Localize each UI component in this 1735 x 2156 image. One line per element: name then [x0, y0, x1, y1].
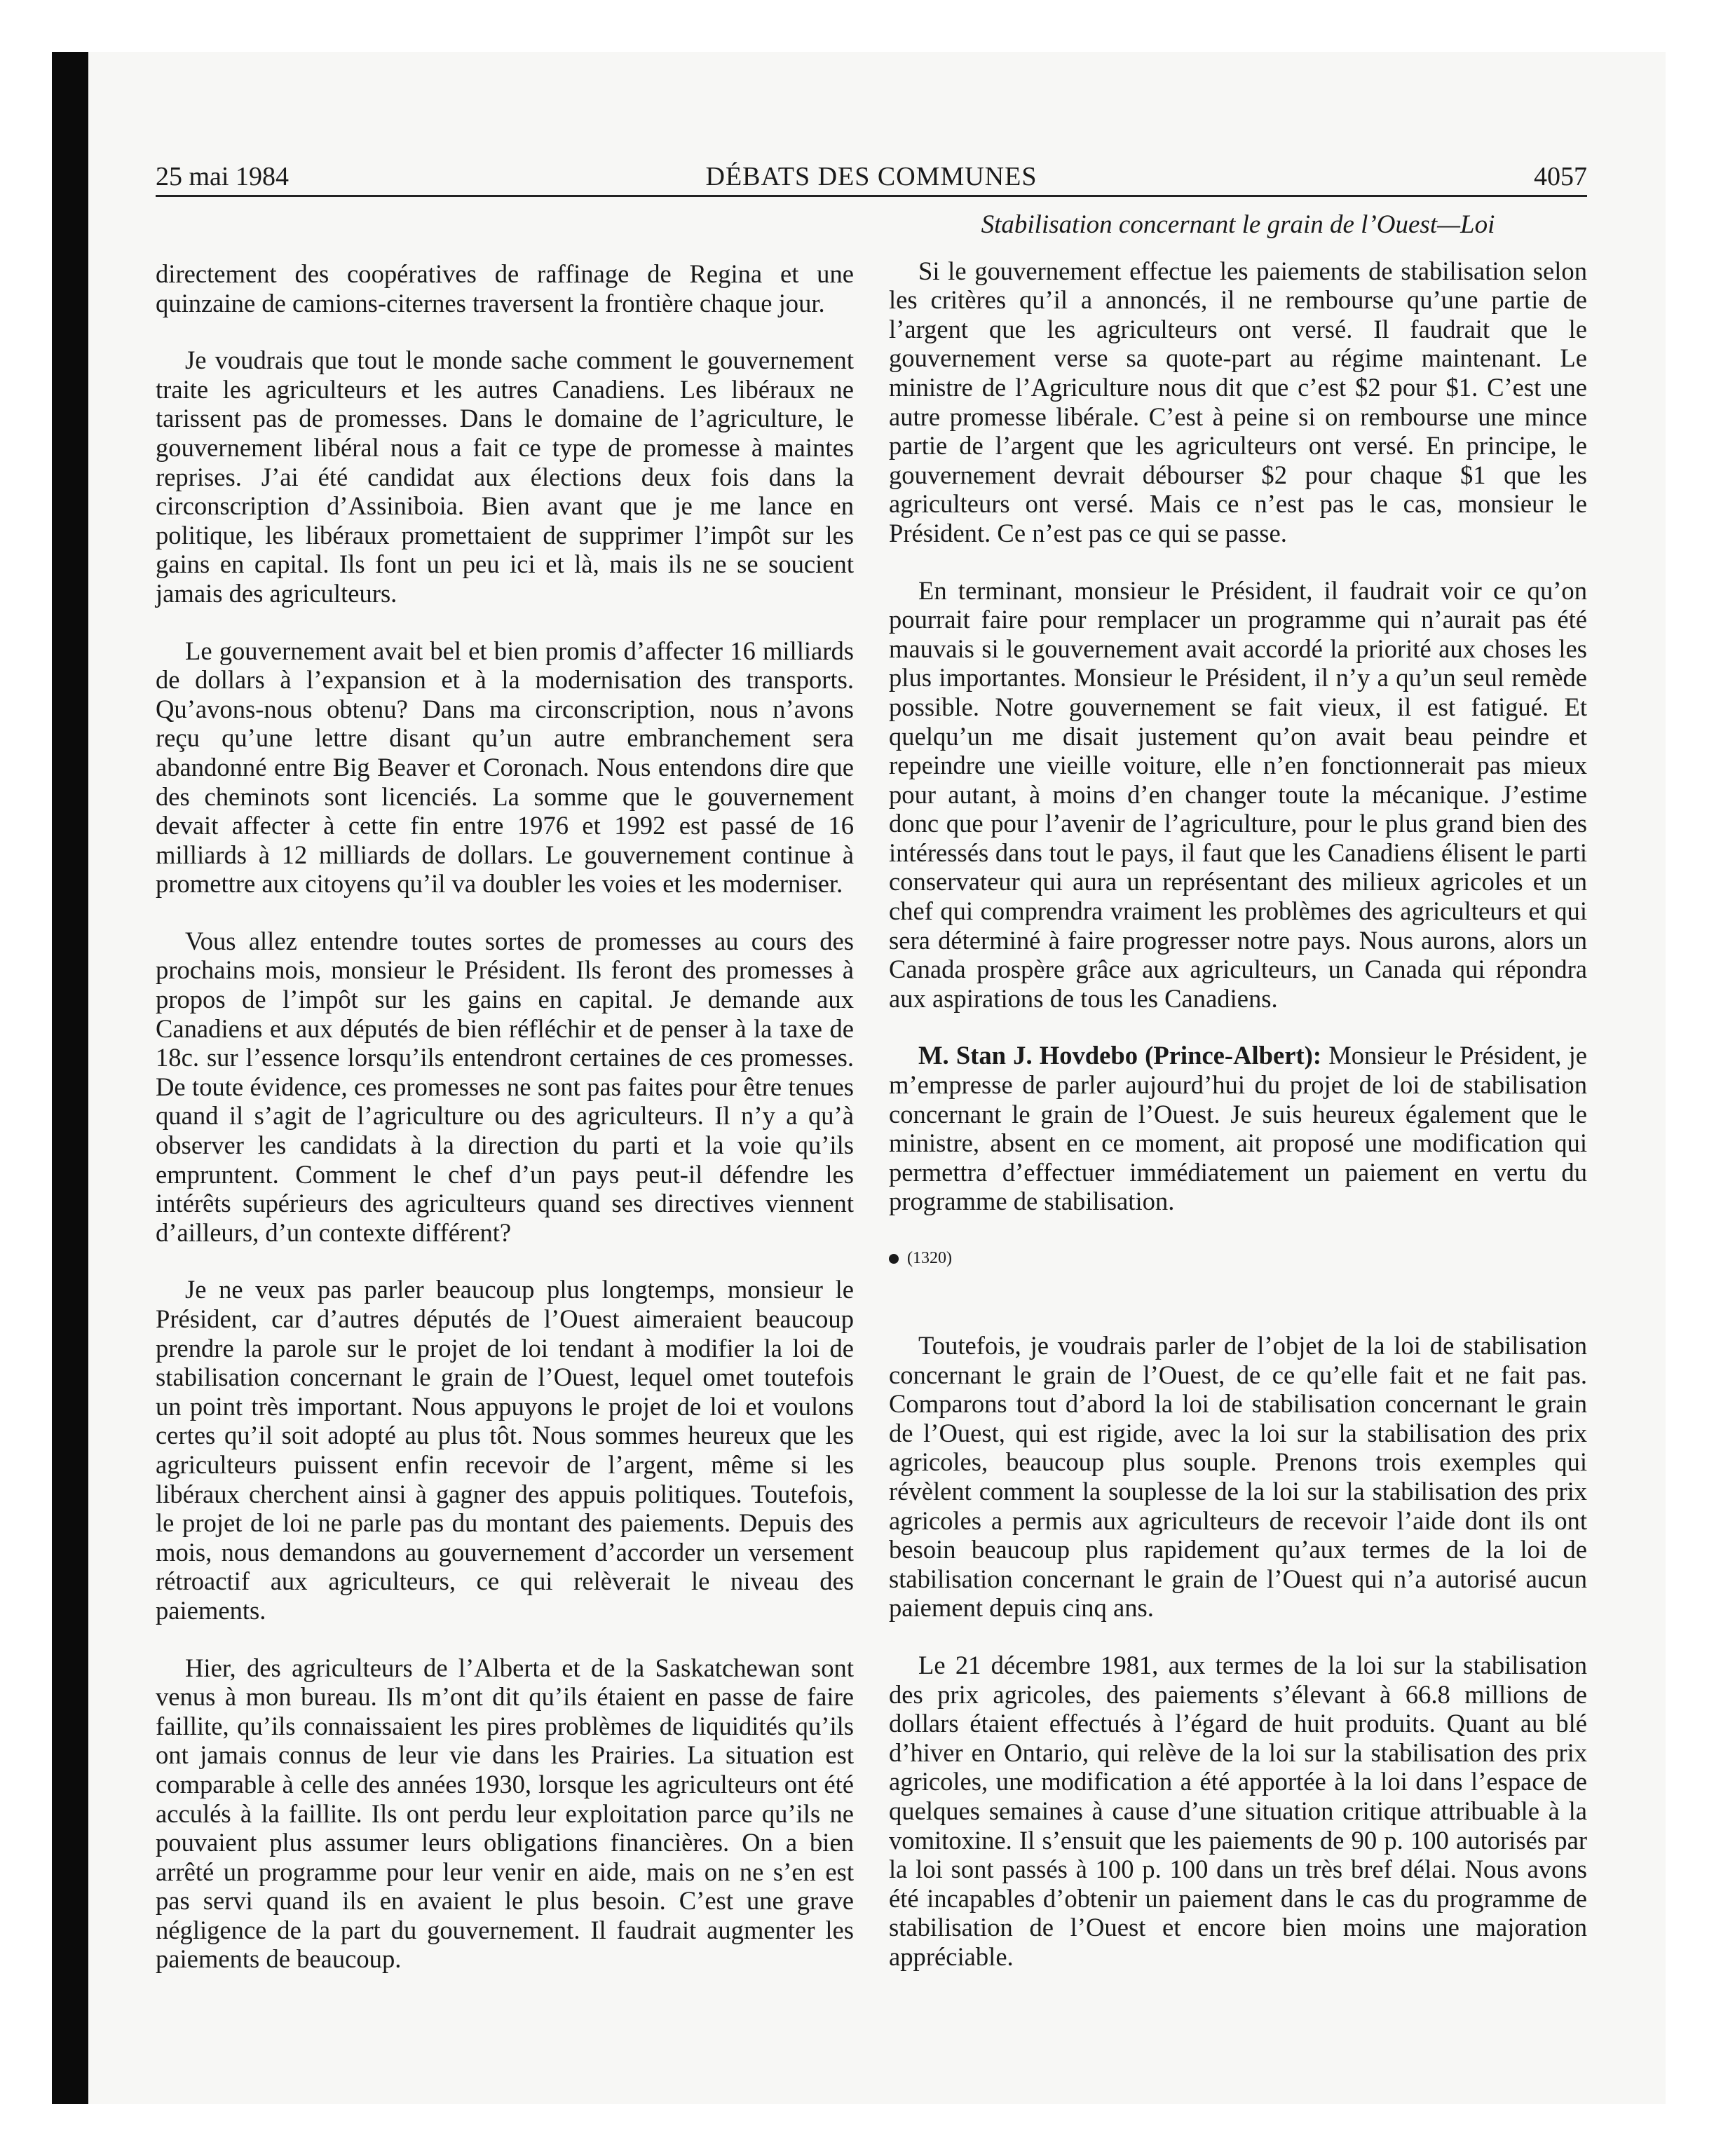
speaker-text: Monsieur le Président, je m’empresse de parler aujourd’hui du projet de loi de stabilisation concernant le grain de l’Ouest. Je suis heureux également que le ministre, absent en ce moment, ait proposé une modification qui permettra d’effectuer immédiatement un paiement en vertu du programme de stabilisation. [889, 1041, 1587, 1216]
page-header [156, 158, 1587, 197]
paragraph: Je ne veux pas parler beaucoup plus longtemps, monsieur le Président, car d’autres députés de l’Ouest aimeraient beaucoup prendre la parole sur le projet de loi tendant à modifier la loi de stabilisation concernant le grain de l’Ouest, lequel omet toutefois un point très important. Nous appuyons le projet de loi et voulons certes qu’il soit adopté au plus tôt. Nous sommes heureux que les agriculteurs puissent enfin recevoir de l’argent, même si les libéraux cherchent ainsi à gagner des appuis politiques. Toutefois, le projet de loi ne parle pas du montant des paiements. Depuis des mois, nous demandons au gouvernement d’accorder un versement rétroactif aux agriculteurs, ce qui relèverait le niveau des paiements. [156, 1275, 854, 1625]
time-marker [889, 1244, 1587, 1272]
paragraph: directement des coopératives de raffinage de Regina et une quinzaine de camions-citernes traversent la frontière chaque jour. [156, 259, 854, 318]
time-marker-label: (1320) [907, 1249, 952, 1267]
scan-edge-bar [52, 52, 88, 2104]
paragraph: Vous allez entendre toutes sortes de promesses au cours des prochains mois, monsieur le Président. Ils feront des promesses à propos de l’impôt sur les gains en capital. Je demande aux Canadiens et aux députés de bien réfléchir et de penser à la taxe de 18c. sur l’essence lorsqu’ils entendront certaines de ces promesses. De toute évidence, ces promesses ne sont pas faites pour être tenues quand il s’agit de l’agriculture ou des agriculteurs. Il n’y a qu’à observer les candidats à la direction du parti et la voie qu’ils empruntent. Comment le chef d’un pays peut-il défendre les intérêts supérieurs des agriculteurs quand ses directives viennent d’ailleurs, d’un contexte différent? [156, 926, 854, 1247]
paragraph: Le 21 décembre 1981, aux termes de la loi sur la stabilisation des prix agricoles, des paiements s’élevant à 66.8 millions de dollars étaient effectués à l’égard de huit produits. Quant au blé d’hiver en Ontario, qui relève de la loi sur la stabilisation des prix agricoles, une modification a été apportée à la loi dans l’espace de quelques semaines à cause d’une situation critique attribuable à la vomitoxine. Il s’ensuit que les paiements de 90 p. 100 autorisés par la loi sont passés à 100 p. 100 dans un très bref délai. Nous avons été incapables d’obtenir un paiement dans le cas du programme de stabilisation de l’Ouest et encore bien moins une majoration appréciable. [889, 1650, 1587, 1971]
bullet-dot-icon [889, 1254, 899, 1264]
speaker-name: M. Stan J. Hovdebo (Prince-Albert): [918, 1041, 1322, 1070]
paragraph: En terminant, monsieur le Président, il faudrait voir ce qu’on pourrait faire pour remplacer un programme qui n’aurait pas été mauvais si le gouvernement avait accordé la priorité aux choses les plus importantes. Monsieur le Président, il n’y a qu’un seul remède possible. Notre gouvernement se fait vieux, il est fatigué. Et quelqu’un me disait justement qu’on avait beau peindre et repeindre une vieille voiture, elle n’en fonctionnerait pas mieux pour autant, à moins d’en changer toute la mécanique. J’estime donc que pour l’avenir de l’agriculture, pour le plus grand bien des intéressés dans tout le pays, il faut que les Canadiens élisent le parti conservateur qui aura un représentant des milieux agricoles et un chef qui comprendra vraiment les problèmes des agriculteurs et qui sera déterminé à faire progresser notre pays. Nous aurons, alors un Canada prospère grâce aux agriculteurs, un Canada qui répondra aux aspirations de tous les Canadiens. [889, 575, 1587, 1013]
header-page-number: 4057 [1534, 162, 1587, 191]
left-column [156, 259, 854, 2002]
paragraph: Le gouvernement avait bel et bien promis d’affecter 16 milliards de dollars à l’expansion et à la modernisation des transports. Qu’avons-nous obtenu? Dans ma circonscription, nous n’avons reçu qu’une lettre disant qu’un autre embranchement sera abandonné entre Big Beaver et Coronach. Nous entendons dire que des cheminots sont licenciés. La somme que le gouvernement devait affecter à cette fin entre 1976 et 1992 est passé de 16 milliards à 12 milliards de dollars. Le gouvernement continue à promettre aux citoyens qu’il va doubler les voies et les moderniser. [156, 636, 854, 899]
paragraph: Je voudrais que tout le monde sache comment le gouvernement traite les agriculteurs et les autres Canadiens. Les libéraux ne tarissent pas de promesses. Dans le domaine de l’agriculture, le gouvernement libéral nous a fait ce type de promesse à maintes reprises. J’ai été candidat aux élections deux fois dans la circonscription d’Assiniboia. Bien avant que je me lance en politique, les libéraux promettaient de supprimer l’impôt sur les gains en capital. Ils font un peu ici et là, mais ils ne se soucient jamais des agriculteurs. [156, 346, 854, 608]
header-title: DÉBATS DES COMMUNES [705, 162, 1037, 191]
speaker-paragraph [889, 1041, 1587, 1216]
paragraph: Toutefois, je voudrais parler de l’objet de la loi de stabilisation concernant le grain de l’Ouest, de ce qu’elle fait et ne fait pas. Comparons tout d’abord la loi de stabilisation concernant le grain de l’Ouest, qui est rigide, avec la loi sur la stabilisation des prix agricoles, beaucoup plus souple. Prenons trois exemples qui révèlent comment la souplesse de la loi sur la stabilisation des prix agricoles a permis aux agriculteurs de recevoir l’aide dont ils ont besoin beaucoup plus rapidement qu’aux termes de la loi de stabilisation concernant le grain de l’Ouest qui n’a autorisé aucun paiement depuis cinq ans. [889, 1331, 1587, 1623]
header-date: 25 mai 1984 [156, 162, 289, 191]
right-column [889, 210, 1587, 1999]
running-title: Stabilisation concernant le grain de l’Ouest—Loi [981, 210, 1495, 239]
paragraph: Si le gouvernement effectue les paiements de stabilisation selon les critères qu’il a annoncés, il ne rembourse qu’une partie de l’argent que les agriculteurs ont versé. Il faudrait que le gouvernement verse sa quote-part au régime maintenant. Le ministre de l’Agriculture nous dit que c’est $2 pour $1. C’est une autre promesse libérale. C’est à peine si on rembourse une mince partie de l’argent que les agriculteurs ont versé. En principe, le gouvernement devrait débourser $2 pour chaque $1 que les agriculteurs ont versé. Mais ce n’est pas le cas, monsieur le Président. Ce n’est pas ce qui se passe. [889, 256, 1587, 547]
paragraph: Hier, des agriculteurs de l’Alberta et de la Saskatchewan sont venus à mon bureau. Ils m’ont dit qu’ils étaient en passe de faire faillite, qu’ils connaissaient les pires problèmes de liquidités qu’ils ont jamais connus de leur vie dans les Prairies. La situation est comparable à celle des années 1930, lorsque les agriculteurs ont été acculés à la faillite. Ils ont perdu leur exploitation parce qu’ils ne pouvaient plus assumer leurs obligations financières. On a bien arrêté un programme pour leur venir en aide, mais on ne s’en est pas servi quand ils en avaient le plus besoin. C’est une grave négligence de la part du gouvernement. Il faudrait augmenter les paiements de beaucoup. [156, 1653, 854, 1974]
